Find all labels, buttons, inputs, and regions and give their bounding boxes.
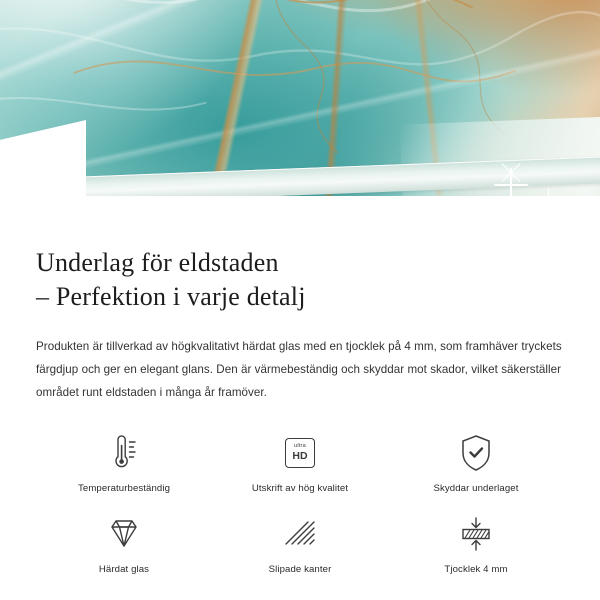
body-paragraph: Produkten är tillverkad av högkvalitativt härdat glas med en tjocklek på 4 mm, som framhäver tryckets färgdjup och ger en elegant glans. Den är värmebeständig och skyddar mot skador, vilket säkerställer området runt eldstaden i många år framöver. bbox=[36, 339, 562, 400]
feature-label: Slipade kanter bbox=[268, 563, 332, 575]
shield-check-icon bbox=[459, 431, 493, 475]
thickness-arrows-icon bbox=[456, 512, 496, 556]
feature-item-high-quality-print bbox=[212, 431, 388, 494]
feature-grid bbox=[36, 431, 564, 575]
thermometer-icon bbox=[105, 431, 143, 475]
badge-bottom-text: HD bbox=[292, 449, 308, 462]
badge-top-text: ultra bbox=[294, 443, 306, 450]
content-block bbox=[0, 222, 600, 575]
ultra-hd-badge-icon bbox=[285, 431, 315, 475]
feature-label: Skyddar underlaget bbox=[433, 482, 519, 494]
page-title bbox=[36, 246, 564, 315]
hero-bottom-mask bbox=[0, 196, 600, 222]
hero-image bbox=[0, 0, 600, 222]
feature-item-protects-surface bbox=[388, 431, 564, 494]
hero-image-inner bbox=[0, 0, 600, 222]
headline-line-2: – Perfektion i varje detalj bbox=[36, 282, 306, 312]
diamond-icon bbox=[104, 512, 144, 556]
feature-label: Utskrift av hög kvalitet bbox=[251, 482, 349, 494]
headline-line-1: Underlag för eldstaden bbox=[36, 248, 279, 277]
feature-label: Härdat glas bbox=[98, 563, 150, 575]
feature-item-polished-edges bbox=[212, 512, 388, 575]
feature-item-thickness bbox=[388, 512, 564, 575]
feature-label: Temperaturbeständig bbox=[77, 482, 171, 494]
feature-label: Tjocklek 4 mm bbox=[444, 563, 508, 575]
polished-edges-icon bbox=[281, 512, 319, 556]
feature-item-tempered-glass bbox=[36, 512, 212, 575]
feature-item-temperature-resistant bbox=[36, 431, 212, 494]
